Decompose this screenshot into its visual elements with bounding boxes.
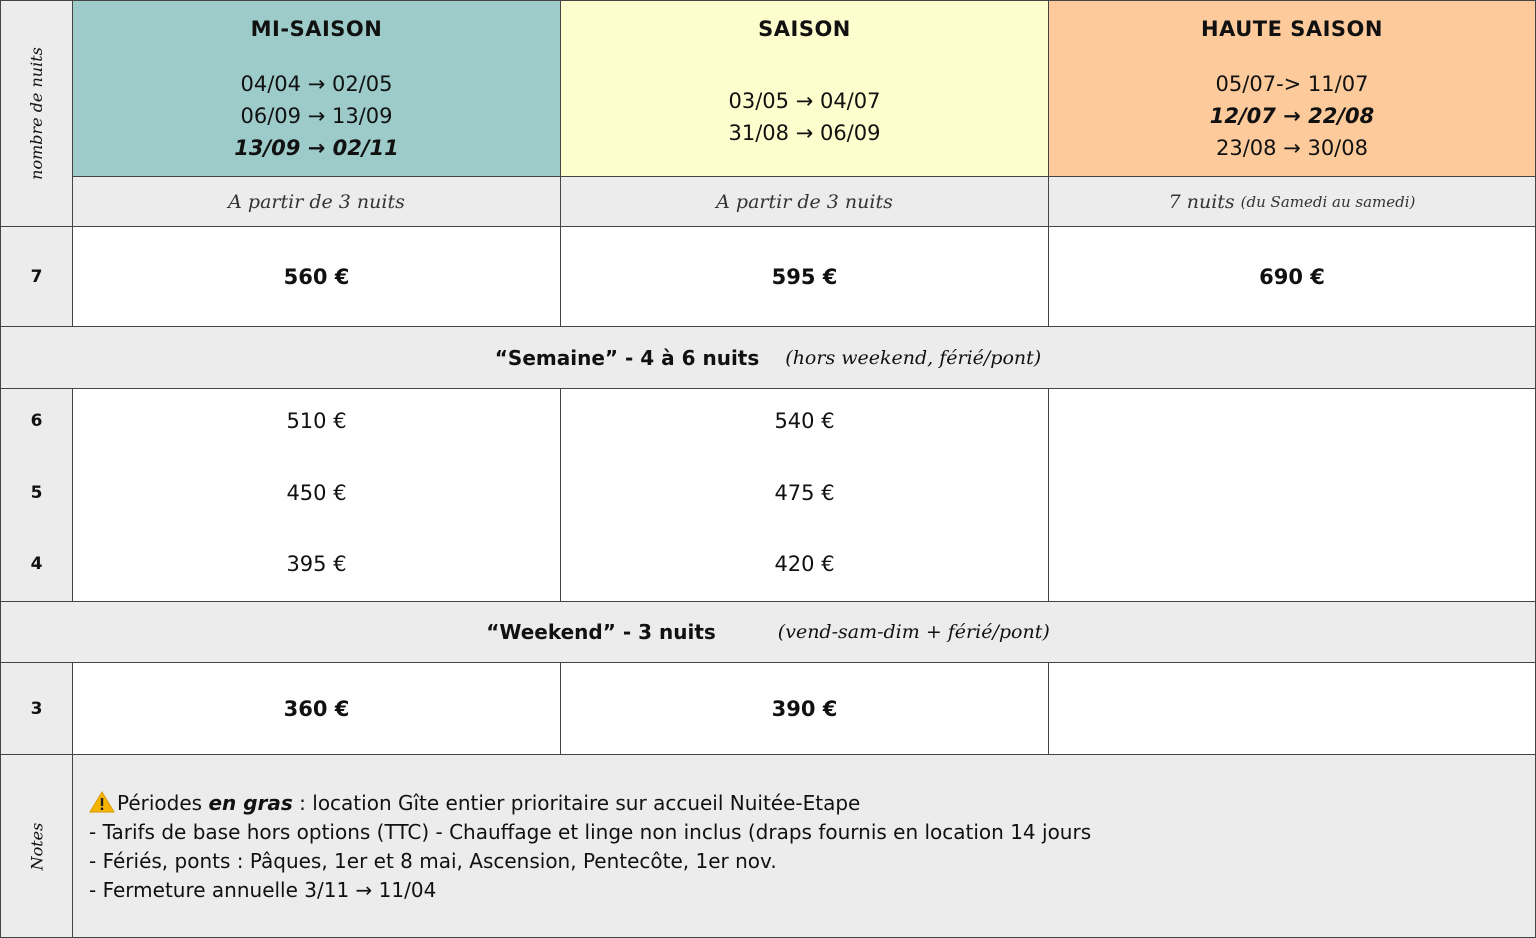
date-range: 31/08 → 06/09	[728, 121, 881, 145]
season-dates	[73, 68, 560, 164]
date-range-priority: 12/07 → 22/08	[1209, 104, 1375, 128]
notes-cell	[73, 755, 1536, 938]
season-header-saison	[561, 0, 1049, 177]
nights-column-label: nombre de nuits	[27, 47, 46, 180]
weekend-section-banner	[0, 602, 1536, 663]
price-value: 560 €	[283, 264, 350, 289]
midweek-banner-note: (hors weekend, férié/pont)	[785, 346, 1042, 369]
nights-value: 7	[30, 266, 43, 287]
price-value: 420 €	[774, 552, 835, 576]
season-title: MI-SAISON	[250, 17, 383, 41]
price-value: 595 €	[771, 264, 838, 289]
price-cell	[73, 227, 561, 327]
price-cell	[1049, 663, 1536, 755]
min-stay-text: A partir de 3 nuits	[716, 190, 893, 213]
nights-value: 5	[30, 483, 43, 503]
notes-label-cell	[0, 755, 73, 938]
midweek-prices-mi-saison	[73, 389, 561, 602]
notes-line: - Tarifs de base hors options (TTC) - Chauffage et linge non inclus (draps fournis en location 14 jours	[89, 820, 1092, 844]
midweek-nights-column	[0, 389, 73, 602]
notes-line	[89, 789, 1091, 818]
price-value: 690 €	[1259, 264, 1325, 289]
notes-list	[89, 789, 1091, 905]
midweek-section-banner	[0, 327, 1536, 389]
notes-prefix: Périodes	[117, 791, 203, 815]
weekend-banner-label: “Weekend” - 3 nuits	[486, 620, 716, 644]
season-header-mi-saison	[73, 0, 561, 177]
notes-line: - Fermeture annuelle 3/11 → 11/04	[89, 878, 437, 902]
notes-line: - Fériés, ponts : Pâques, 1er et 8 mai, Ascension, Pentecôte, 1er nov.	[89, 849, 777, 873]
price-value: 390 €	[771, 696, 838, 721]
nights-value: 3	[30, 698, 43, 719]
season-dates	[1049, 68, 1535, 164]
price-value: 450 €	[286, 481, 347, 505]
date-range-priority: 13/09 → 02/11	[234, 136, 399, 160]
min-stay-text: A partir de 3 nuits	[228, 190, 405, 213]
nights-column-label-cell	[0, 0, 73, 227]
price-cell	[73, 663, 561, 755]
date-range: 05/07-> 11/07	[1215, 72, 1369, 96]
warning-icon	[89, 791, 115, 813]
min-stay-note: (du Samedi au samedi)	[1240, 192, 1416, 211]
price-value: 360 €	[283, 696, 350, 721]
price-cell	[1049, 227, 1536, 327]
min-stay-haute-saison	[1049, 177, 1536, 227]
midweek-banner-label: “Semaine” - 4 à 6 nuits	[494, 345, 760, 370]
price-value: 510 €	[286, 409, 347, 433]
weekend-banner-note: (vend-sam-dim + férié/pont)	[777, 621, 1050, 643]
nights-count	[0, 663, 73, 755]
season-title: SAISON	[758, 17, 851, 41]
season-dates	[561, 85, 1048, 149]
date-range: 23/08 → 30/08	[1216, 136, 1368, 160]
nights-value: 6	[30, 411, 43, 431]
date-range: 04/04 → 02/05	[240, 72, 393, 96]
min-stay-mi-saison	[73, 177, 561, 227]
date-range: 03/05 → 04/07	[728, 89, 881, 113]
season-header-haute-saison	[1049, 0, 1536, 177]
price-cell	[561, 227, 1049, 327]
price-cell	[561, 663, 1049, 755]
midweek-prices-haute-saison	[1049, 389, 1536, 602]
price-value: 540 €	[774, 409, 835, 433]
notes-label: Notes	[27, 822, 46, 870]
date-range: 06/09 → 13/09	[240, 104, 393, 128]
price-value: 475 €	[774, 481, 835, 505]
min-stay-saison	[561, 177, 1049, 227]
notes-emphasis: en gras	[208, 791, 293, 815]
price-value: 395 €	[286, 552, 347, 576]
nights-count	[0, 227, 73, 327]
notes-suffix: : location Gîte entier prioritaire sur accueil Nuitée-Etape	[292, 791, 861, 815]
season-title: HAUTE SAISON	[1201, 17, 1383, 41]
min-stay-text: 7 nuits	[1168, 190, 1235, 213]
nights-value: 4	[30, 554, 43, 574]
midweek-prices-saison	[561, 389, 1049, 602]
